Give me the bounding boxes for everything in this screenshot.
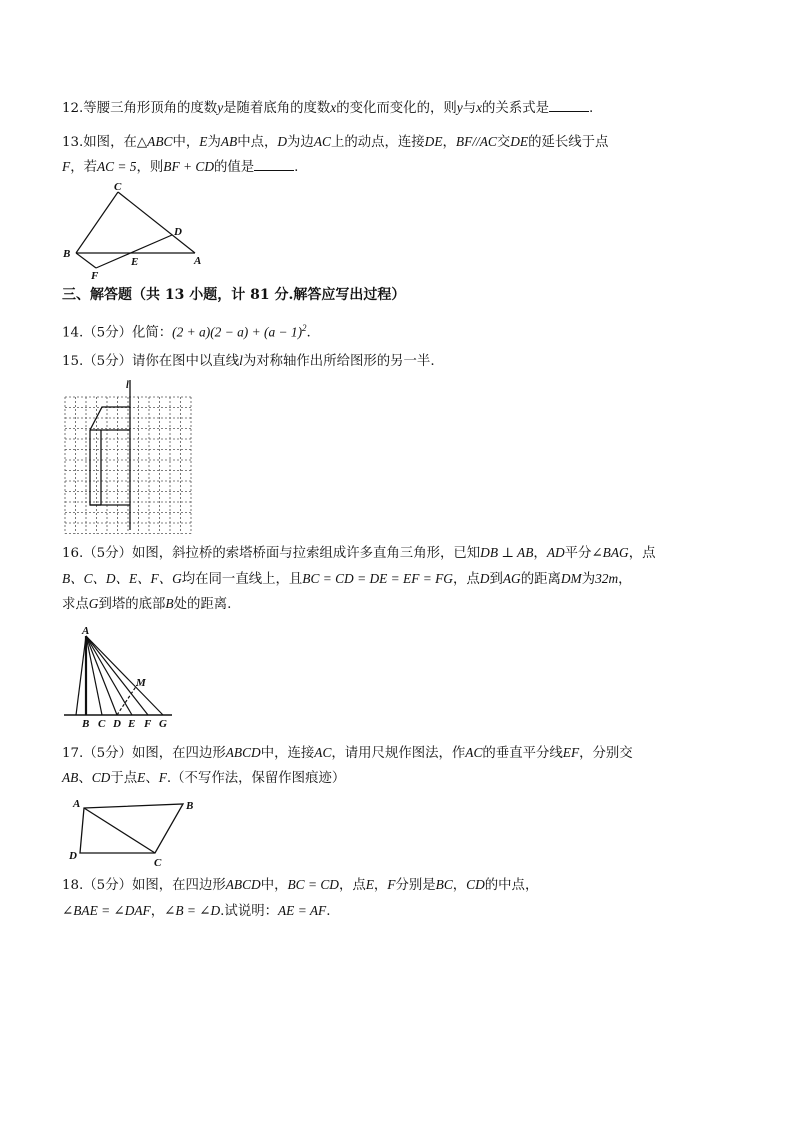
figure-q17-quadrilateral xyxy=(62,793,212,873)
figure-q15-grid xyxy=(62,380,202,535)
label-c: C xyxy=(98,718,106,730)
answer-blank[interactable] xyxy=(549,99,589,112)
figure-q13-triangle xyxy=(60,180,210,280)
label-f: F xyxy=(91,270,99,282)
figure-q16-bridge xyxy=(60,622,190,732)
label-a: A xyxy=(194,255,202,267)
question-16-line-2: B、C、D、E、F、G均在同一直线上，且BC = CD = DE = EF = FG，点D到AG的距离DM为32m， xyxy=(62,571,632,587)
question-17-line-2: AB、CD于点E、F.（不写作法，保留作图痕迹） xyxy=(62,770,346,786)
question-14: 14.（5分）化简：$(2 + a)(2 - a) + (a - 1)^2$. xyxy=(62,323,311,341)
label-d: D xyxy=(69,850,77,862)
section-heading: 三、解答题（共 13 小题，计 81 分.解答应写出过程） xyxy=(62,287,406,303)
question-15: 15.（5分）请你在图中以直线l为对称轴作出所给图形的另一半. xyxy=(62,353,435,369)
label-f: F xyxy=(144,718,152,730)
label-b: B xyxy=(82,718,90,730)
label-e: E xyxy=(128,718,136,730)
question-13-line-2: F，若AC = 5，则BF + CD的值是 . xyxy=(62,159,299,175)
question-18-line-2: ∠BAE = ∠DAF，∠B = ∠D.试说明：AE = AF. xyxy=(62,903,331,919)
label-b: B xyxy=(63,248,71,260)
question-16-line-3: 求点G到塔的底部B处的距离. xyxy=(62,596,232,612)
label-d: D xyxy=(174,226,182,238)
label-c: C xyxy=(154,857,162,869)
label-a: A xyxy=(73,798,81,810)
label-g: G xyxy=(159,718,167,730)
question-12: 12.等腰三角形顶角的度数y是随着底角的度数x的变化而变化的，则y与x的关系式是 . xyxy=(62,100,594,116)
question-13-line-1: 13.如图，在△ABC中，E为AB中点，D为边AC上的动点，连接DE，BF//AC交DE的延长线于点 xyxy=(62,134,609,150)
answer-blank[interactable] xyxy=(254,158,294,171)
label-d: D xyxy=(113,718,121,730)
axis-label-l: l xyxy=(126,380,129,391)
label-a: A xyxy=(82,625,90,637)
label-e: E xyxy=(131,256,139,268)
label-m: M xyxy=(136,677,146,689)
question-18-line-1: 18.（5分）如图，在四边形ABCD中，BC = CD，点E，F分别是BC，CD的中点， xyxy=(62,877,539,893)
question-17-line-1: 17.（5分）如图，在四边形ABCD中，连接AC，请用尺规作图法，作AC的垂直平分线EF，分别交 xyxy=(62,745,633,761)
label-c: C xyxy=(114,181,122,193)
question-16-line-1: 16.（5分）如图，斜拉桥的索塔桥面与拉索组成许多直角三角形，已知DB ⊥ AB，AD平分∠BAG，点 xyxy=(62,545,656,561)
label-b: B xyxy=(186,800,194,812)
